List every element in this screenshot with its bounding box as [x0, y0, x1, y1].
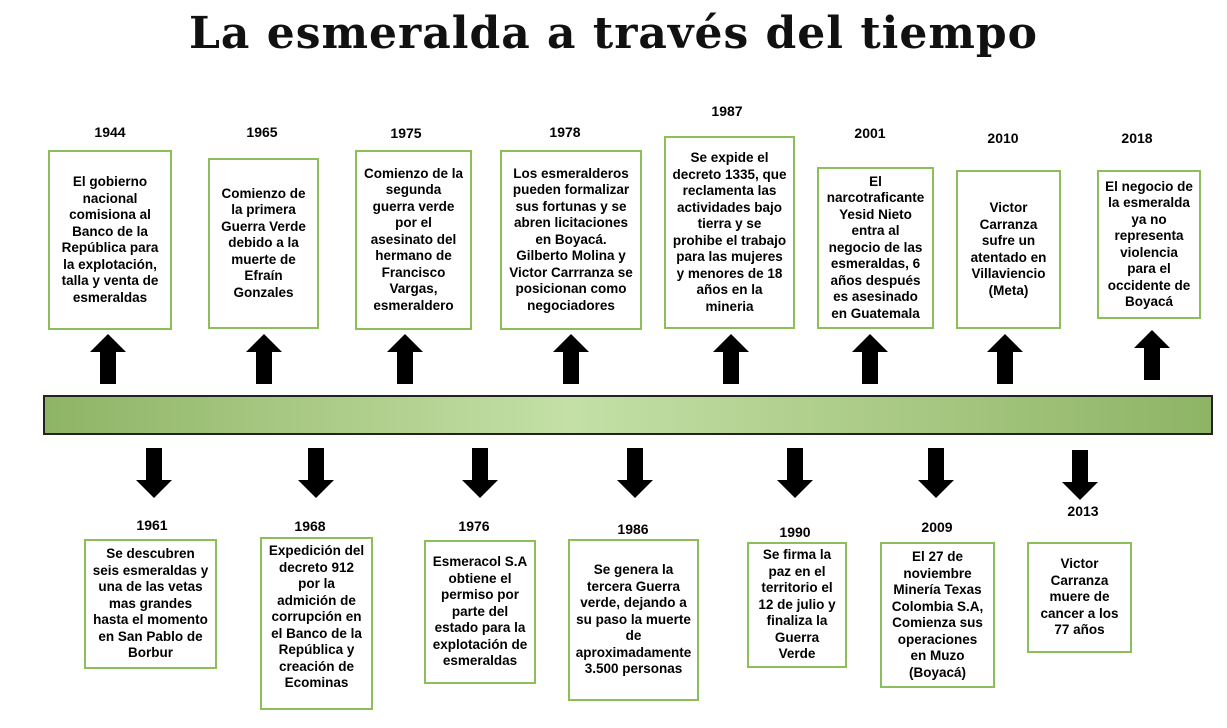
arrow-up-icon — [1134, 330, 1170, 380]
arrow-up-icon — [553, 334, 589, 384]
year-label: 2013 — [1067, 503, 1099, 519]
event-box: Se genera la tercera Guerra verde, dejando a su paso la muerte de aproximadamente 3.500 personas — [568, 539, 699, 701]
event-box: El 27 de noviembre Minería Texas Colombia S.A, Comienza sus operaciones en Muzo (Boyacá) — [880, 542, 995, 688]
event-box: Comienzo de la primera Guerra Verde debido a la muerte de Efraín Gonzales — [208, 158, 319, 329]
arrow-down-icon — [1062, 450, 1098, 500]
year-label: 1987 — [711, 103, 743, 119]
year-label: 1990 — [779, 524, 811, 540]
year-label: 1978 — [549, 124, 581, 140]
year-label: 2010 — [987, 130, 1019, 146]
event-box: Comienzo de la segunda guerra verde por el asesinato del hermano de Francisco Vargas, esmeraldero — [355, 150, 472, 330]
arrow-up-icon — [246, 334, 282, 384]
year-label: 1961 — [136, 517, 168, 533]
arrow-down-icon — [777, 448, 813, 498]
event-box: Se expide el decreto 1335, que reclamenta las actividades bajo tierra y se prohibe el trabajo para las mujeres y menores de 18 años en la mineria — [664, 136, 795, 329]
event-box: Victor Carranza sufre un atentado en Villaviencio (Meta) — [956, 170, 1061, 329]
arrow-down-icon — [298, 448, 334, 498]
page-title: La esmeralda a través del tiempo — [188, 8, 1039, 59]
year-label: 1968 — [294, 518, 326, 534]
event-box: El negocio de la esmeralda ya no representa violencia para el occidente de Boyacá — [1097, 170, 1201, 319]
arrow-up-icon — [987, 334, 1023, 384]
arrow-down-icon — [462, 448, 498, 498]
event-box: Esmeracol S.A obtiene el permiso por parte del estado para la explotación de esmeraldas — [424, 540, 536, 684]
event-box: Los esmeralderos pueden formalizar sus fortunas y se abren licitaciones en Boyacá. Gilberto Molina y Victor Carrranza se posicionan como negociadores — [500, 150, 642, 330]
event-box: El narcotraficante Yesid Nieto entra al negocio de las esmeraldas, 6 años después es asesinado en Guatemala — [817, 167, 934, 329]
arrow-down-icon — [136, 448, 172, 498]
event-box: Se firma la paz en el territorio el 12 de julio y finaliza la Guerra Verde — [747, 542, 847, 668]
year-label: 1944 — [94, 124, 126, 140]
arrow-up-icon — [90, 334, 126, 384]
year-label: 1986 — [617, 521, 649, 537]
event-box: Victor Carranza muere de cancer a los 77 años — [1027, 542, 1132, 653]
arrow-up-icon — [387, 334, 423, 384]
event-box: Expedición del decreto 912 por la admición de corrupción en el Banco de la República y creación de Ecominas — [260, 537, 373, 710]
event-box: Se descubren seis esmeraldas y una de las vetas mas grandes hasta el momento en San Pablo de Borbur — [84, 539, 217, 669]
year-label: 2009 — [921, 519, 953, 535]
arrow-up-icon — [713, 334, 749, 384]
event-box: El gobierno nacional comisiona al Banco de la República para la explotación, talla y venta de esmeraldas — [48, 150, 172, 330]
year-label: 1976 — [458, 518, 490, 534]
arrow-down-icon — [918, 448, 954, 498]
arrow-up-icon — [852, 334, 888, 384]
year-label: 2018 — [1121, 130, 1153, 146]
year-label: 2001 — [854, 125, 886, 141]
timeline-bar — [43, 395, 1213, 435]
arrow-down-icon — [617, 448, 653, 498]
year-label: 1975 — [390, 125, 422, 141]
year-label: 1965 — [246, 124, 278, 140]
